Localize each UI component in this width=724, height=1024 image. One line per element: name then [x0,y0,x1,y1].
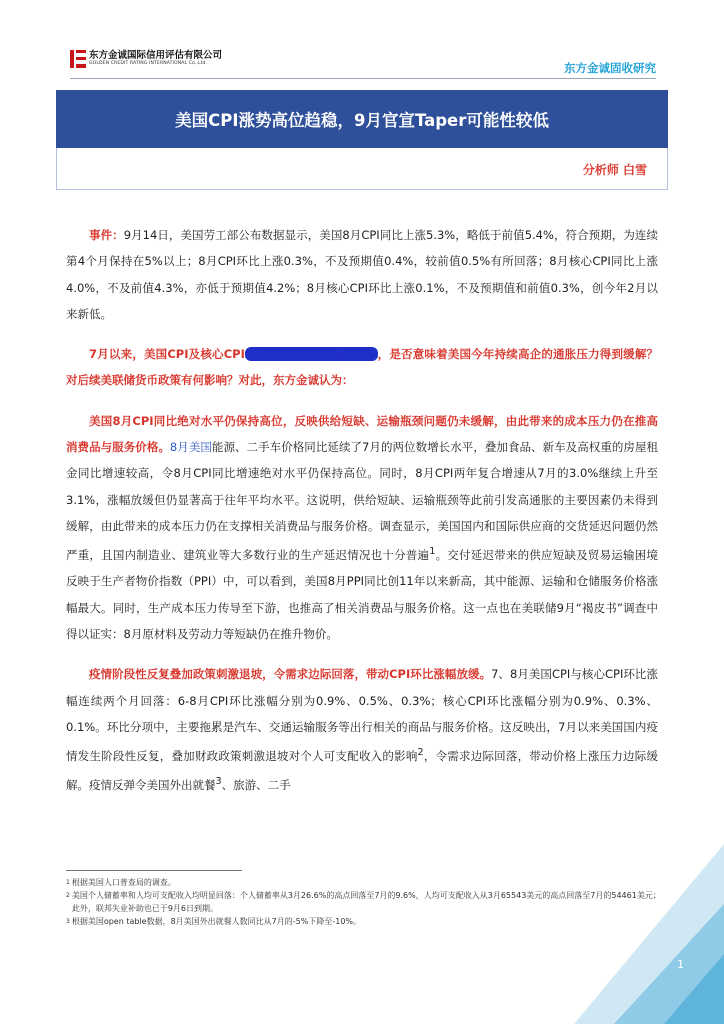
footnote-divider [66,870,242,871]
footnote-ref-1: 1 [429,546,436,558]
page-number: 1 [677,958,684,971]
cpi-level-text-1: 能源、二手车价格同比延续了7月的两位数增长水平，叠加食品、新车及高权重的房屋租金同比增速较高，令8月CPI同比增速绝对水平仍保持高位。同时，8月CPI两年复合增速从7月的3.0%继续上升至3.1%，涨幅放缓但仍显著高于往年平均水平。这说明，供给短缺、运输瓶颈等此前引发高通胀的主要因素仍未得到缓解，由此带来的成本压力仍在支撑相关消费品与服务价格。调查显示，美国国内和国际供应商的交货延迟问题仍然严重，且国内制造业、建筑业等大多数行业的生产延迟情况也十分普遍 [66,440,659,563]
cpi-level-blue: 8月美国 [169,440,212,455]
paragraph-cpi-level [66,408,658,648]
report-title: 美国CPI涨势高位趋稳，9月官宣Taper可能性较低 [175,111,549,130]
demand-heading: 疫情阶段性反复叠加政策刺激退坡，令需求边际回落，带动CPI环比涨幅放缓。 [89,667,492,682]
paragraph-demand [66,661,658,798]
analyst-name: 分析师 白雪 [582,163,647,177]
footnote-ref-2: 2 [417,747,424,759]
footnote-ref-3: 3 [215,776,222,788]
page-header [0,0,724,80]
logo-name-en: GOLDEN CREDIT RATING INTERNATIONAL Co.,Ltd. [89,61,208,66]
paragraph-event [66,222,658,327]
logo-name-cn: 东方金诚国际信用评估有限公司 [89,50,223,61]
title-band [56,90,668,148]
corner-decoration [574,844,724,1024]
header-divider [70,78,656,79]
logo-mark-icon [70,50,86,68]
cpi-level-heading: 美国8月CPI同比绝对水平仍保持高位，反映供给短缺、运输瓶颈问题仍未缓解，由此带来的成本压力仍在推高消费品与服务价格。 [66,413,658,455]
cpi-level-text-2: 。交付延迟带来的供应短缺及贸易运输困境反映于生产者物价指数（PPI）中，可以看到，美国8月PPI同比创11年以来新高，其中能源、运输和仓储服务价格涨幅最大。同时，生产成本压力传导至下游，也推高了相关消费品与服务价格。这一点也在美联储9月“褐皮书”调查中得以证实：8月原材料及劳动力等短缺仍在推升物价。 [66,548,658,641]
brand-label: 东方金诚固收研究 [564,61,656,75]
footnote-item: 1 根据美国人口普查局的调查。 [66,878,176,887]
analyst-box [56,148,668,190]
demand-text-1: 7、8月美国CPI与核心CPI环比涨幅连续两个月回落：6-8月CPI环比涨幅分别为0.9%、0.5%、0.3%；核心CPI环比涨幅分别为0.9%、0.3%、0.1%。环比分项中，主要拖累是汽车、交通运输服务等出行相关的商品与服务价格。这反映出，7月以来美国国内疫情发生阶段性反复，叠加财政政策刺激退坡对个人可支配收入的影响 [66,667,658,763]
highlight-mark: 环比涨幅连续两个月回落 [246,347,376,362]
demand-text-2: ，令需求边际回落，带动价格上涨压力边际缓解。疫情反弹令美国外出就餐 [66,749,658,793]
demand-text-3: 、旅游、二手 [221,778,291,793]
company-logo [70,50,222,68]
event-label: 事件： [89,228,124,242]
footnote-item: 2 美国个人储蓄率和人均可支配收入均明显回落：个人储蓄率从3月26.6%的高点回落至7月的9.6%，人均可支配收入从3月65543美元的高点回落至7月的54461美元；此外，联邦失业补助也已于9月6日到期。 [66,891,661,913]
paragraph-question [66,341,658,394]
question-after: ，是否意味着美国今年持续高企的通胀压力得到缓解？对后续美联储货币政策有何影响？对此，东方金诚认为： [66,347,659,388]
question-before: 7月以来，美国CPI及核心CPI [89,347,245,362]
footnote-item: 3 根据美国open table数据，8月美国外出就餐人数同比从7月的-5%下降至-10%。 [66,917,362,926]
event-text: 9月14日，美国劳工部公布数据显示，美国8月CPI同比上涨5.3%，略低于前值5.4%，符合预期，为连续第4个月保持在5%以上；8月CPI环比上涨0.3%，不及预期值0.4%，较前值0.5%有所回落；8月核心CPI同比上涨4.0%，不及前值4.3%，亦低于预期值4.2%；8月核心CPI环比上涨0.1%，不及预期值和前值0.3%，创今年2月以来新低。 [66,228,658,321]
report-body [66,222,658,812]
